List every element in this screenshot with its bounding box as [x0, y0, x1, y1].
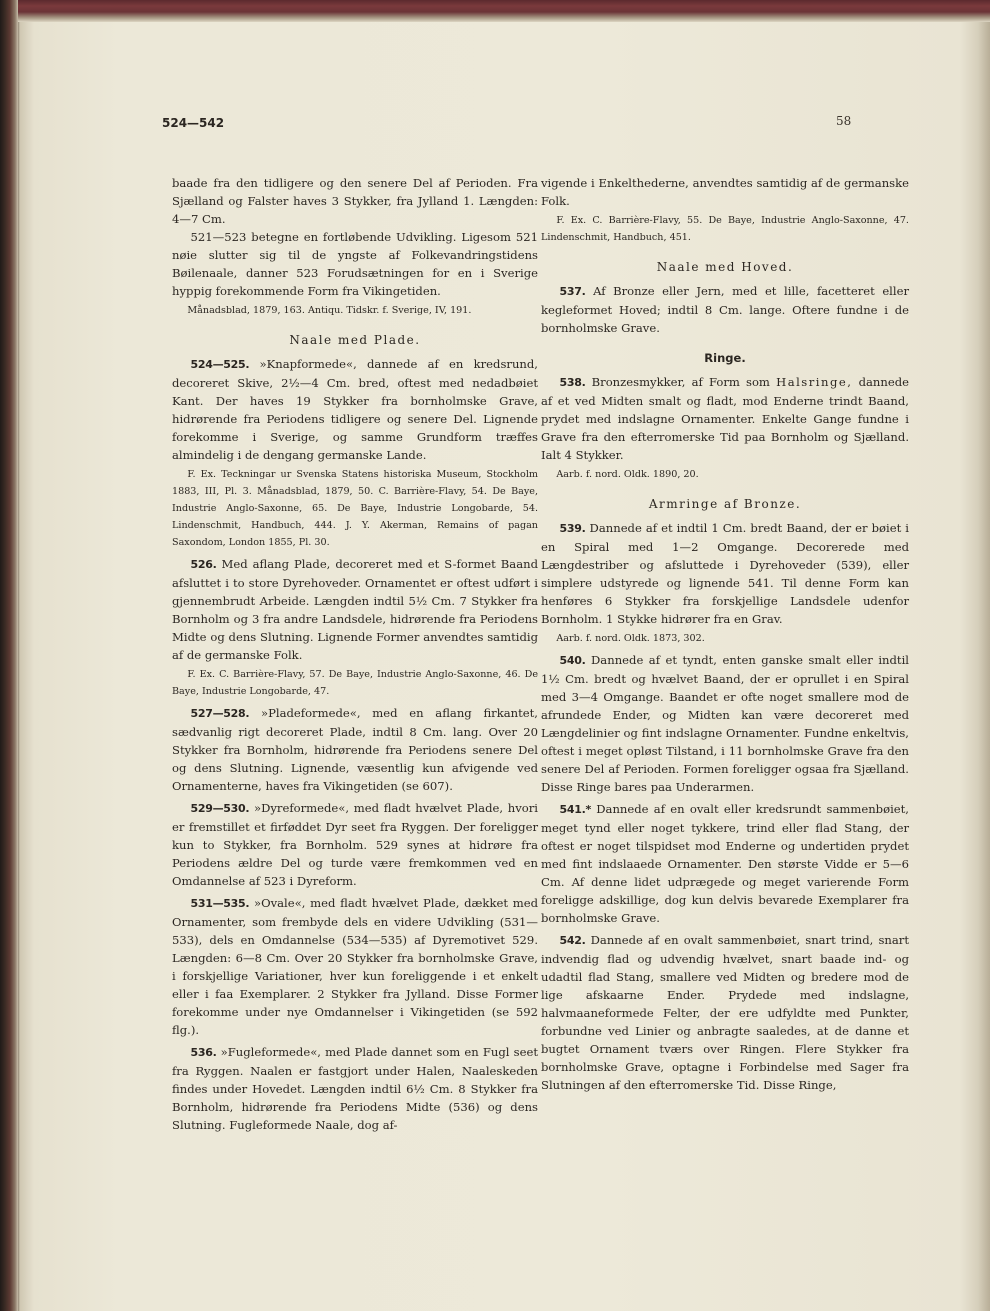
- entry-number: 542.: [559, 934, 586, 947]
- entry-number: 539.: [559, 522, 586, 535]
- reference-note: Månadsblad, 1879, 163. Antiqu. Tidskr. f. Sverige, IV, 191.: [187, 305, 472, 316]
- entry-number: 529—530.: [190, 802, 250, 815]
- entry-538: [541, 373, 909, 464]
- entry-526: [172, 555, 538, 664]
- section-heading: Naale med Plade.: [289, 333, 421, 347]
- binding-top-edge: [0, 0, 990, 22]
- paragraph: vigende i Enkelthederne, anvendtes samtidig af de germanske Folk.: [541, 176, 909, 208]
- entry-text: »Fugleformede«, med Plade dannet som en Fugl seet fra Ryggen. Naalen er fastgjort under Halen, Naaleskeden findes under Hovedet. Længden indtil 6½ Cm. 8 Stykker fra Bornholm, hidrørende fra Periodens Midte (536) og dens Slutning. Fugleformede Naale, dog af-: [172, 1045, 538, 1132]
- reference-note: Aarb. f. nord. Oldk. 1873, 302.: [556, 633, 705, 644]
- entry-text: Dannede af et indtil 1 Cm. bredt Baand, der er bøiet i en Spiral med 1—2 Omgange. Decorerede med Længdestriber og afsluttede i Dyrehoveder (539), eller simplere udstyrede og lignende 541. Til denne Form kan henføres 6 Stykker fra forskjellige Landsdele udenfor Bornholm. 1 Stykke hidrører fra en Grav.: [541, 521, 909, 626]
- entry-text: »Dyreformede«, med fladt hvælvet Plade, hvori er fremstillet et firføddet Dyr seet fra Ryggen. Der foreligger kun to Stykker, fra Bornholm. 529 synes at hidrøre fra Periodens ældre Del og turde være fremkommen ved en Omdannelse af 523 i Dyreform.: [172, 801, 539, 888]
- section-heading: Naale med Hoved.: [656, 260, 794, 274]
- entry-number: 527—528.: [190, 707, 250, 720]
- entry-524-525: [172, 355, 538, 464]
- section-heading: Armringe af Bronze.: [648, 497, 802, 511]
- entry-text: »Ovale«, med fladt hvælvet Plade, dækket med Ornamenter, som frembyde dels en videre Udvikling (531—533), dels en Omdannelse (534—535) af Dyremotivet 529. Længden: 6—8 Cm. Over 20 Stykker fra bornholmske Grave, i forskjellige Variationer, hver kun foreliggende i et enkelt eller i faa Exemplarer. 2 Stykker fra Jylland. Disse Former forekomme under nye Omdannelser i Vikingetiden (se 592 flg.).: [172, 896, 538, 1037]
- entry-number: 536.: [190, 1046, 217, 1059]
- entry-number: 541.*: [559, 803, 591, 816]
- entry-text: Dannede af et tyndt, enten ganske smalt eller indtil 1½ Cm. bredt og hvælvet Baand, der er oprullet i en Spiral med 3—4 Omgange. Baandet er ofte noget smallere mod de afrundede Ender, og Midten kan være decoreret med Længdelinier og fint indslagne Ornamenter. Fundne enkeltvis, oftest i meget opløst Tilstand, i 11 bornholmske Grave fra den senere Del af Perioden. Formen foreligger ogsaa fra Sjælland. Disse Ringe bares paa Underarmen.: [541, 653, 910, 794]
- entry-text: Dannede af en ovalt eller kredsrundt sammenbøiet, meget tynd eller noget tykkere, trind eller flad Stang, der oftest er noget tilspidset mod Enderne og undertiden prydet med fint indslaaede Ornamenter. Den største Vidde er 5—6 Cm. Af denne lidet udprægede og meget varierende Form foreligge adskillige, dog kun delvis bevarede Exemplarer fra bornholmske Grave.: [541, 802, 909, 925]
- paragraph: baade fra den tidligere og den senere Del af Perioden. Fra Sjælland og Falster haves 3 Stykker, fra Jylland 1. Længden: 4—7 Cm.: [172, 176, 538, 226]
- left-column: [172, 174, 538, 1134]
- entry-text: Med aflang Plade, decoreret med et S-formet Baand afsluttet i to store Dyrehoveder. Ornamentet er oftest udført i gjennembrudt Arbeide. Længden indtil 5½ Cm. 7 Stykker fra Bornholm og 3 fra andre Landsdele, hidrørende fra Periodens Midte og dens Slutning. Lignende Former anvendtes samtidig af de germanske Folk.: [172, 557, 539, 662]
- entry-529-530: [172, 799, 538, 890]
- reference-note: F. Ex. C. Barrière-Flavy, 57. De Baye, Industrie Anglo-Saxonne, 46. De Baye, Industrie Longobarde, 47.: [172, 669, 538, 697]
- entry-540: [541, 651, 909, 796]
- entry-text: »Knapformede«, dannede af en kredsrund, decoreret Skive, 2½—4 Cm. bred, oftest med nedadbøiet Kant. Der haves 19 Stykker fra bornholmske Grave, hidrørende fra Periodens tidligere og senere Del. Lignende forekomme i Sverige, og samme Grundform træffes almindelig i de dengang germanske Lande.: [172, 357, 538, 462]
- entry-539: [541, 519, 909, 628]
- right-column: [541, 174, 909, 1094]
- entry-536: [172, 1043, 538, 1134]
- spaced-term: Halsringe,: [776, 375, 853, 389]
- entry-542: [541, 931, 909, 1094]
- reference-note: F. Ex. Teckningar ur Svenska Statens historiska Museum, Stockholm 1883, III, Pl. 3. Månadsblad, 1879, 50. C. Barrière-Flavy, 54. De Baye, Industrie Anglo-Saxonne, 65. De Baye, Industrie Longobarde, 54. Lindenschmit, Handbuch, 444. J. Y. Akerman, Remains of pagan Saxondom, London 1855, Pl. 30.: [172, 469, 538, 548]
- entry-text: »Pladeformede«, med en aflang firkantet, sædvanlig rigt decoreret Plade, indtil 8 Cm. lang. Over 20 Stykker fra Bornholm, hidrørende fra Periodens senere Del og dens Slutning. Lignende, væsentlig kun afvigende ved Ornamenterne, haves fra Vikingetiden (se 607).: [172, 706, 538, 793]
- entry-541: [541, 800, 909, 927]
- entry-number: 524—525.: [190, 358, 250, 371]
- entry-text: dannede af et ved Midten smalt og fladt, mod Enderne trindt Baand, prydet med indslagne Ornamenter. Enkelte Gange fundne i Grave fra den efterromerske Tid paa Bornholm og Sjælland. Ialt 4 Stykker.: [541, 375, 910, 462]
- binding-left-edge: [0, 0, 18, 1311]
- entry-number: 531—535.: [190, 897, 250, 910]
- page-number: 58: [836, 114, 852, 128]
- entry-text: Bronzesmykker, af Form som: [591, 375, 770, 389]
- reference-note: F. Ex. C. Barrière-Flavy, 55. De Baye, Industrie Anglo-Saxonne, 47. Lindenschmit, Handbuch, 451.: [541, 215, 909, 243]
- entry-531-535: [172, 894, 538, 1039]
- reference-note: Aarb. f. nord. Oldk. 1890, 20.: [556, 469, 699, 480]
- entry-number: 538.: [559, 376, 586, 389]
- entry-number: 526.: [190, 558, 217, 571]
- running-head-left: 524—542: [162, 116, 225, 130]
- paragraph: 521—523 betegne en fortløbende Udvikling. Ligesom 521 nøie slutter sig til de yngste af Folkevandringstidens Bøilenaale, danner 523 Forudsætningen for en i Sverige hyppig forekommende Form fra Vikingetiden.: [172, 230, 538, 298]
- entry-527-528: [172, 704, 538, 795]
- entry-text: Dannede af en ovalt sammenbøiet, snart trind, snart indvendig flad og udvendig hvælvet, snart baade ind- og udadtil flad Stang, smallere ved Midten og bredere mod de lige afskaarne Ender. Prydede med indslagne, halvmaaneformede Felter, der ere udfyldte med Punkter, forbundne ved Linier og anbragte saaledes, at de danne et bugtet Ornament tværs over Ringen. Flere Stykker fra bornholmske Grave, optagne i Forbindelse med Sager fra Slutningen af den efterromerske Tid. Disse Ringe,: [541, 933, 909, 1092]
- entry-number: 537.: [559, 285, 586, 298]
- entry-text: Af Bronze eller Jern, med et lille, facetteret eller kegleformet Hoved; indtil 8 Cm. lange. Oftere fundne i de bornholmske Grave.: [541, 284, 909, 335]
- page-body: [22, 26, 980, 1306]
- entry-number: 540.: [559, 654, 586, 667]
- section-heading-bold: Ringe.: [704, 351, 746, 365]
- entry-537: [541, 282, 909, 337]
